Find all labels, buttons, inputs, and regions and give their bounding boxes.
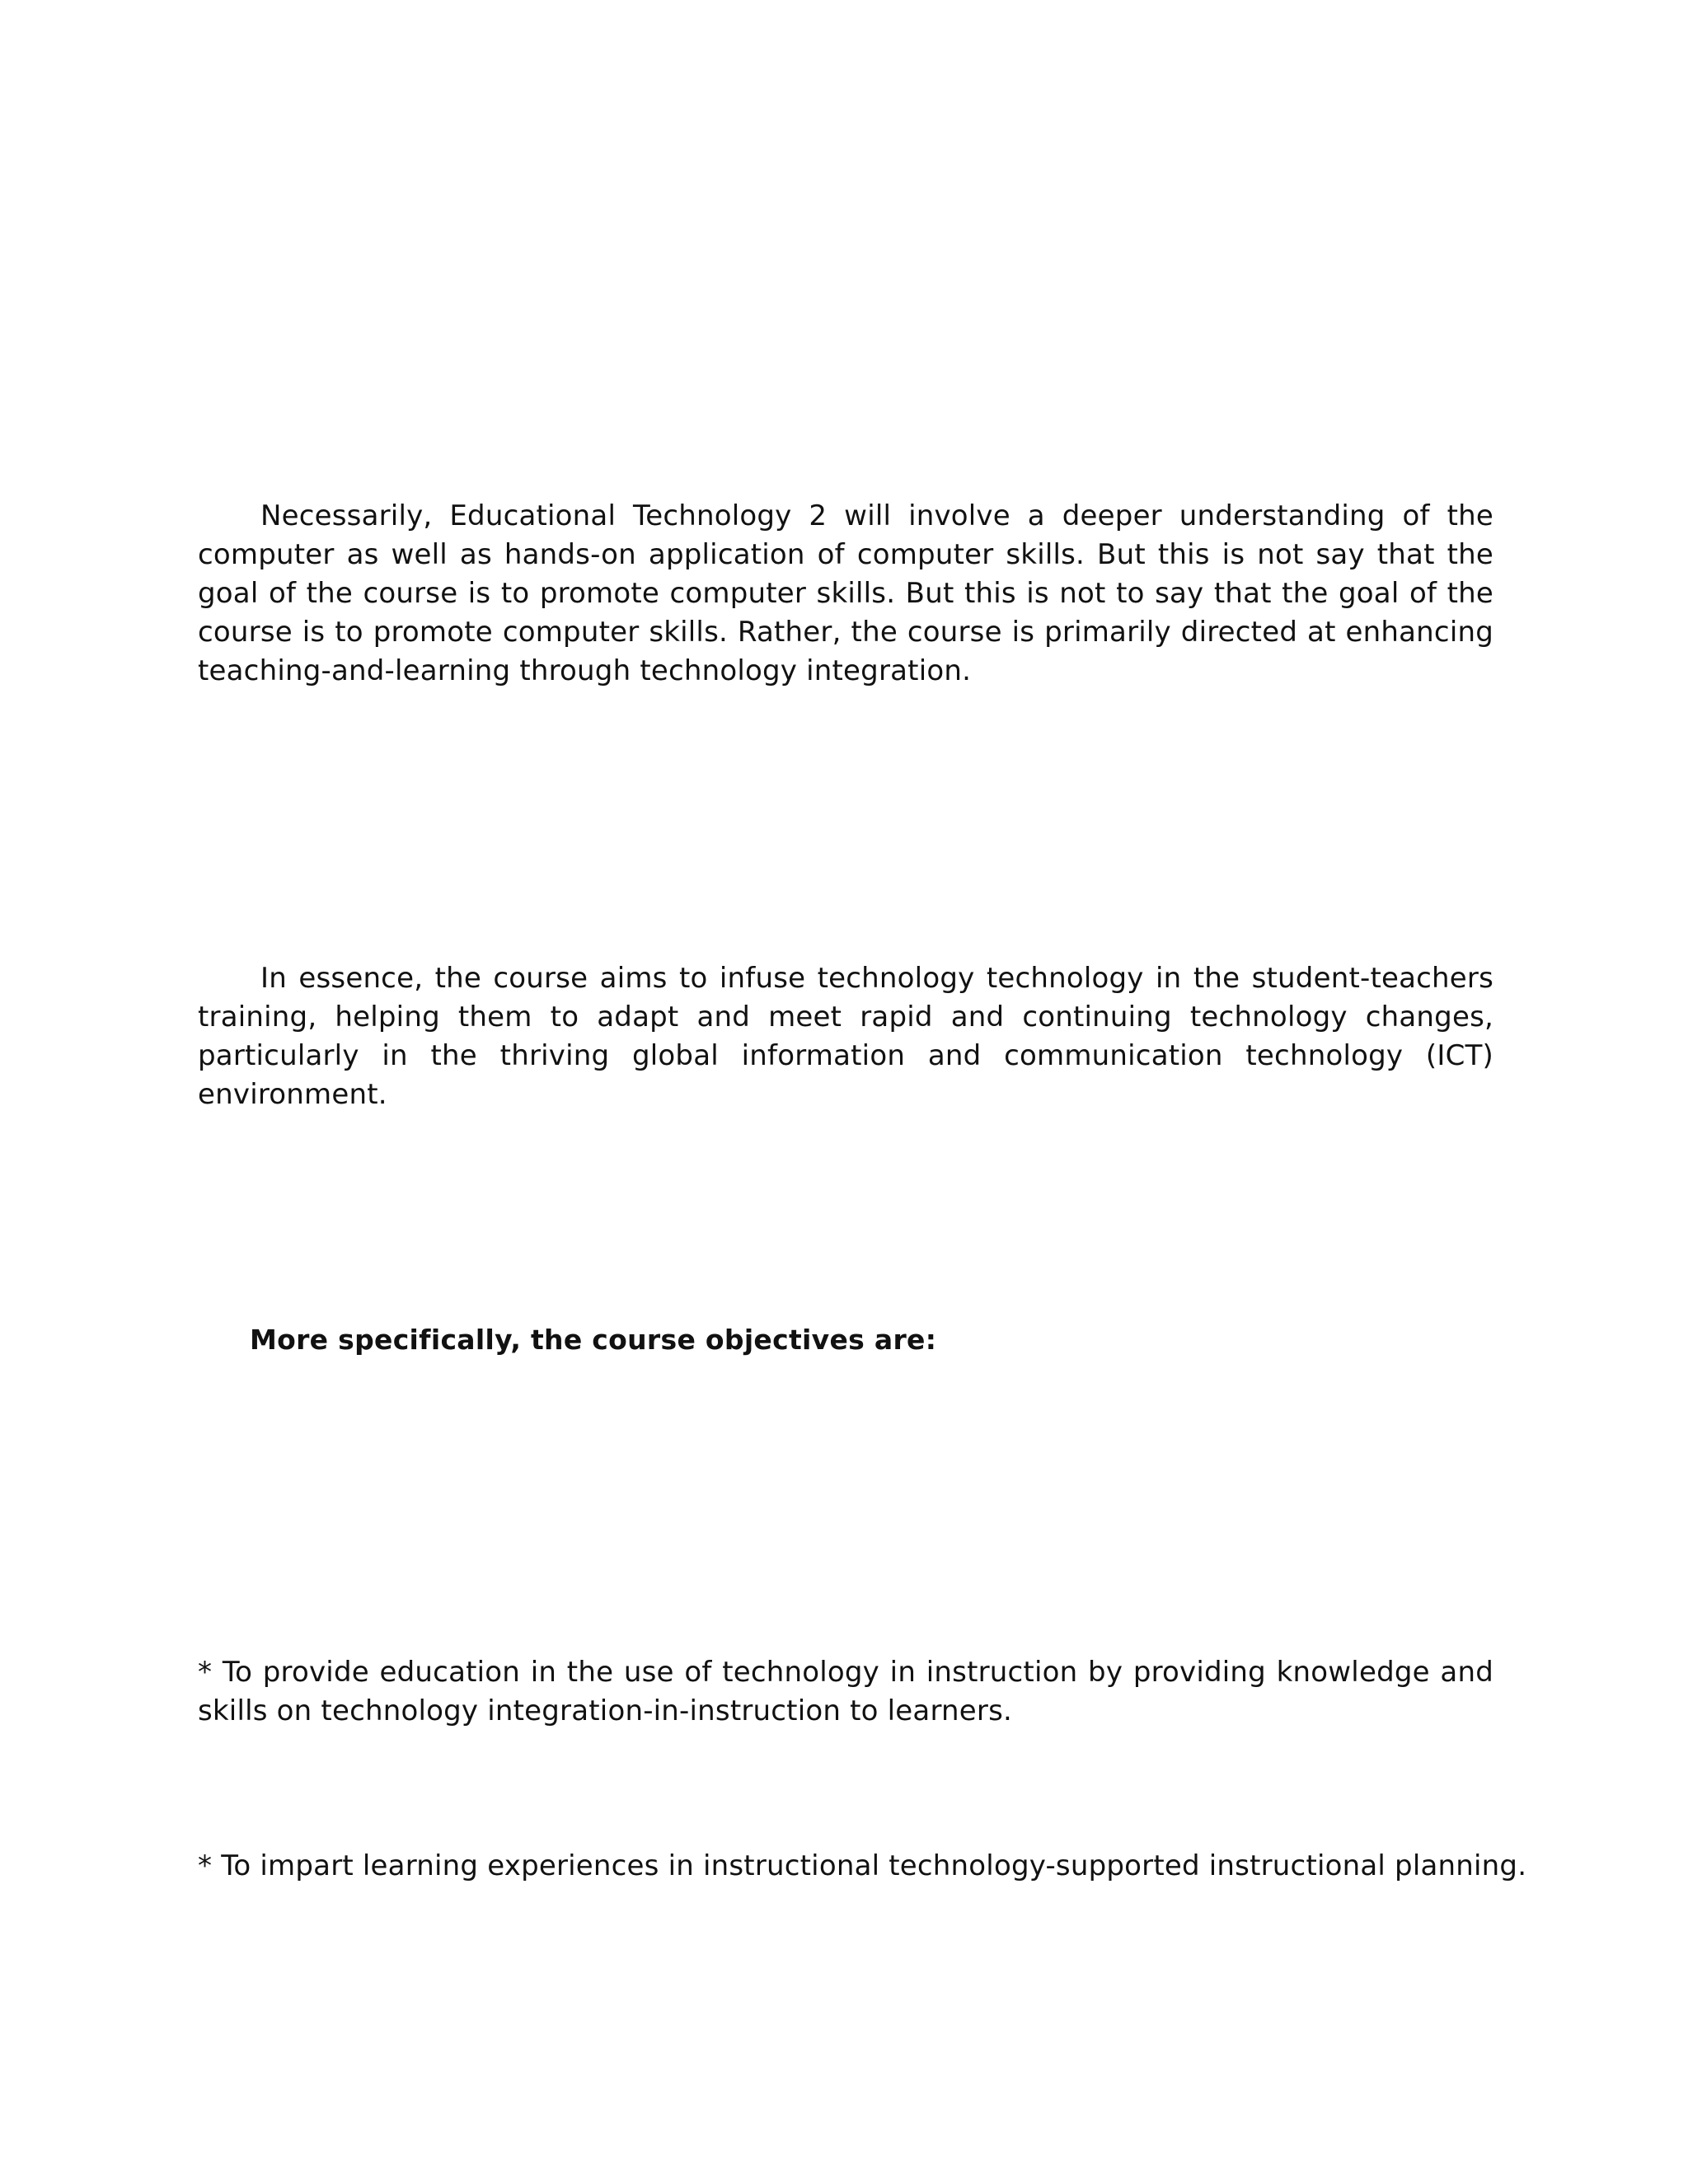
objectives-heading: More specifically, the course objectives are: bbox=[250, 1324, 937, 1356]
paragraph-course-aim: In essence, the course aims to infuse technology technology in the student-teachers training, helping them to adapt and meet rapid and continuing technology changes, particularly in the thriving global information and communication technology (ICT) environment. bbox=[198, 962, 1493, 1111]
objective-item-2: * To impart learning experiences in instructional technology-supported instructional planning. bbox=[198, 1849, 1527, 1882]
objective-item-1: * To provide education in the use of technology in instruction by providing knowledge and skills on technology integration-in-instruction to learners. bbox=[198, 1656, 1493, 1727]
paragraph-course-description: Necessarily, Educational Technology 2 will involve a deeper understanding of the computer as well as hands-on application of computer skills. But this is not say that the goal of the course is to promote computer skills. But this is not to say that the goal of the course is to promote computer skills. Rather, the course is primarily directed at enhancing teaching-and-learning through technology integration. bbox=[198, 499, 1493, 687]
